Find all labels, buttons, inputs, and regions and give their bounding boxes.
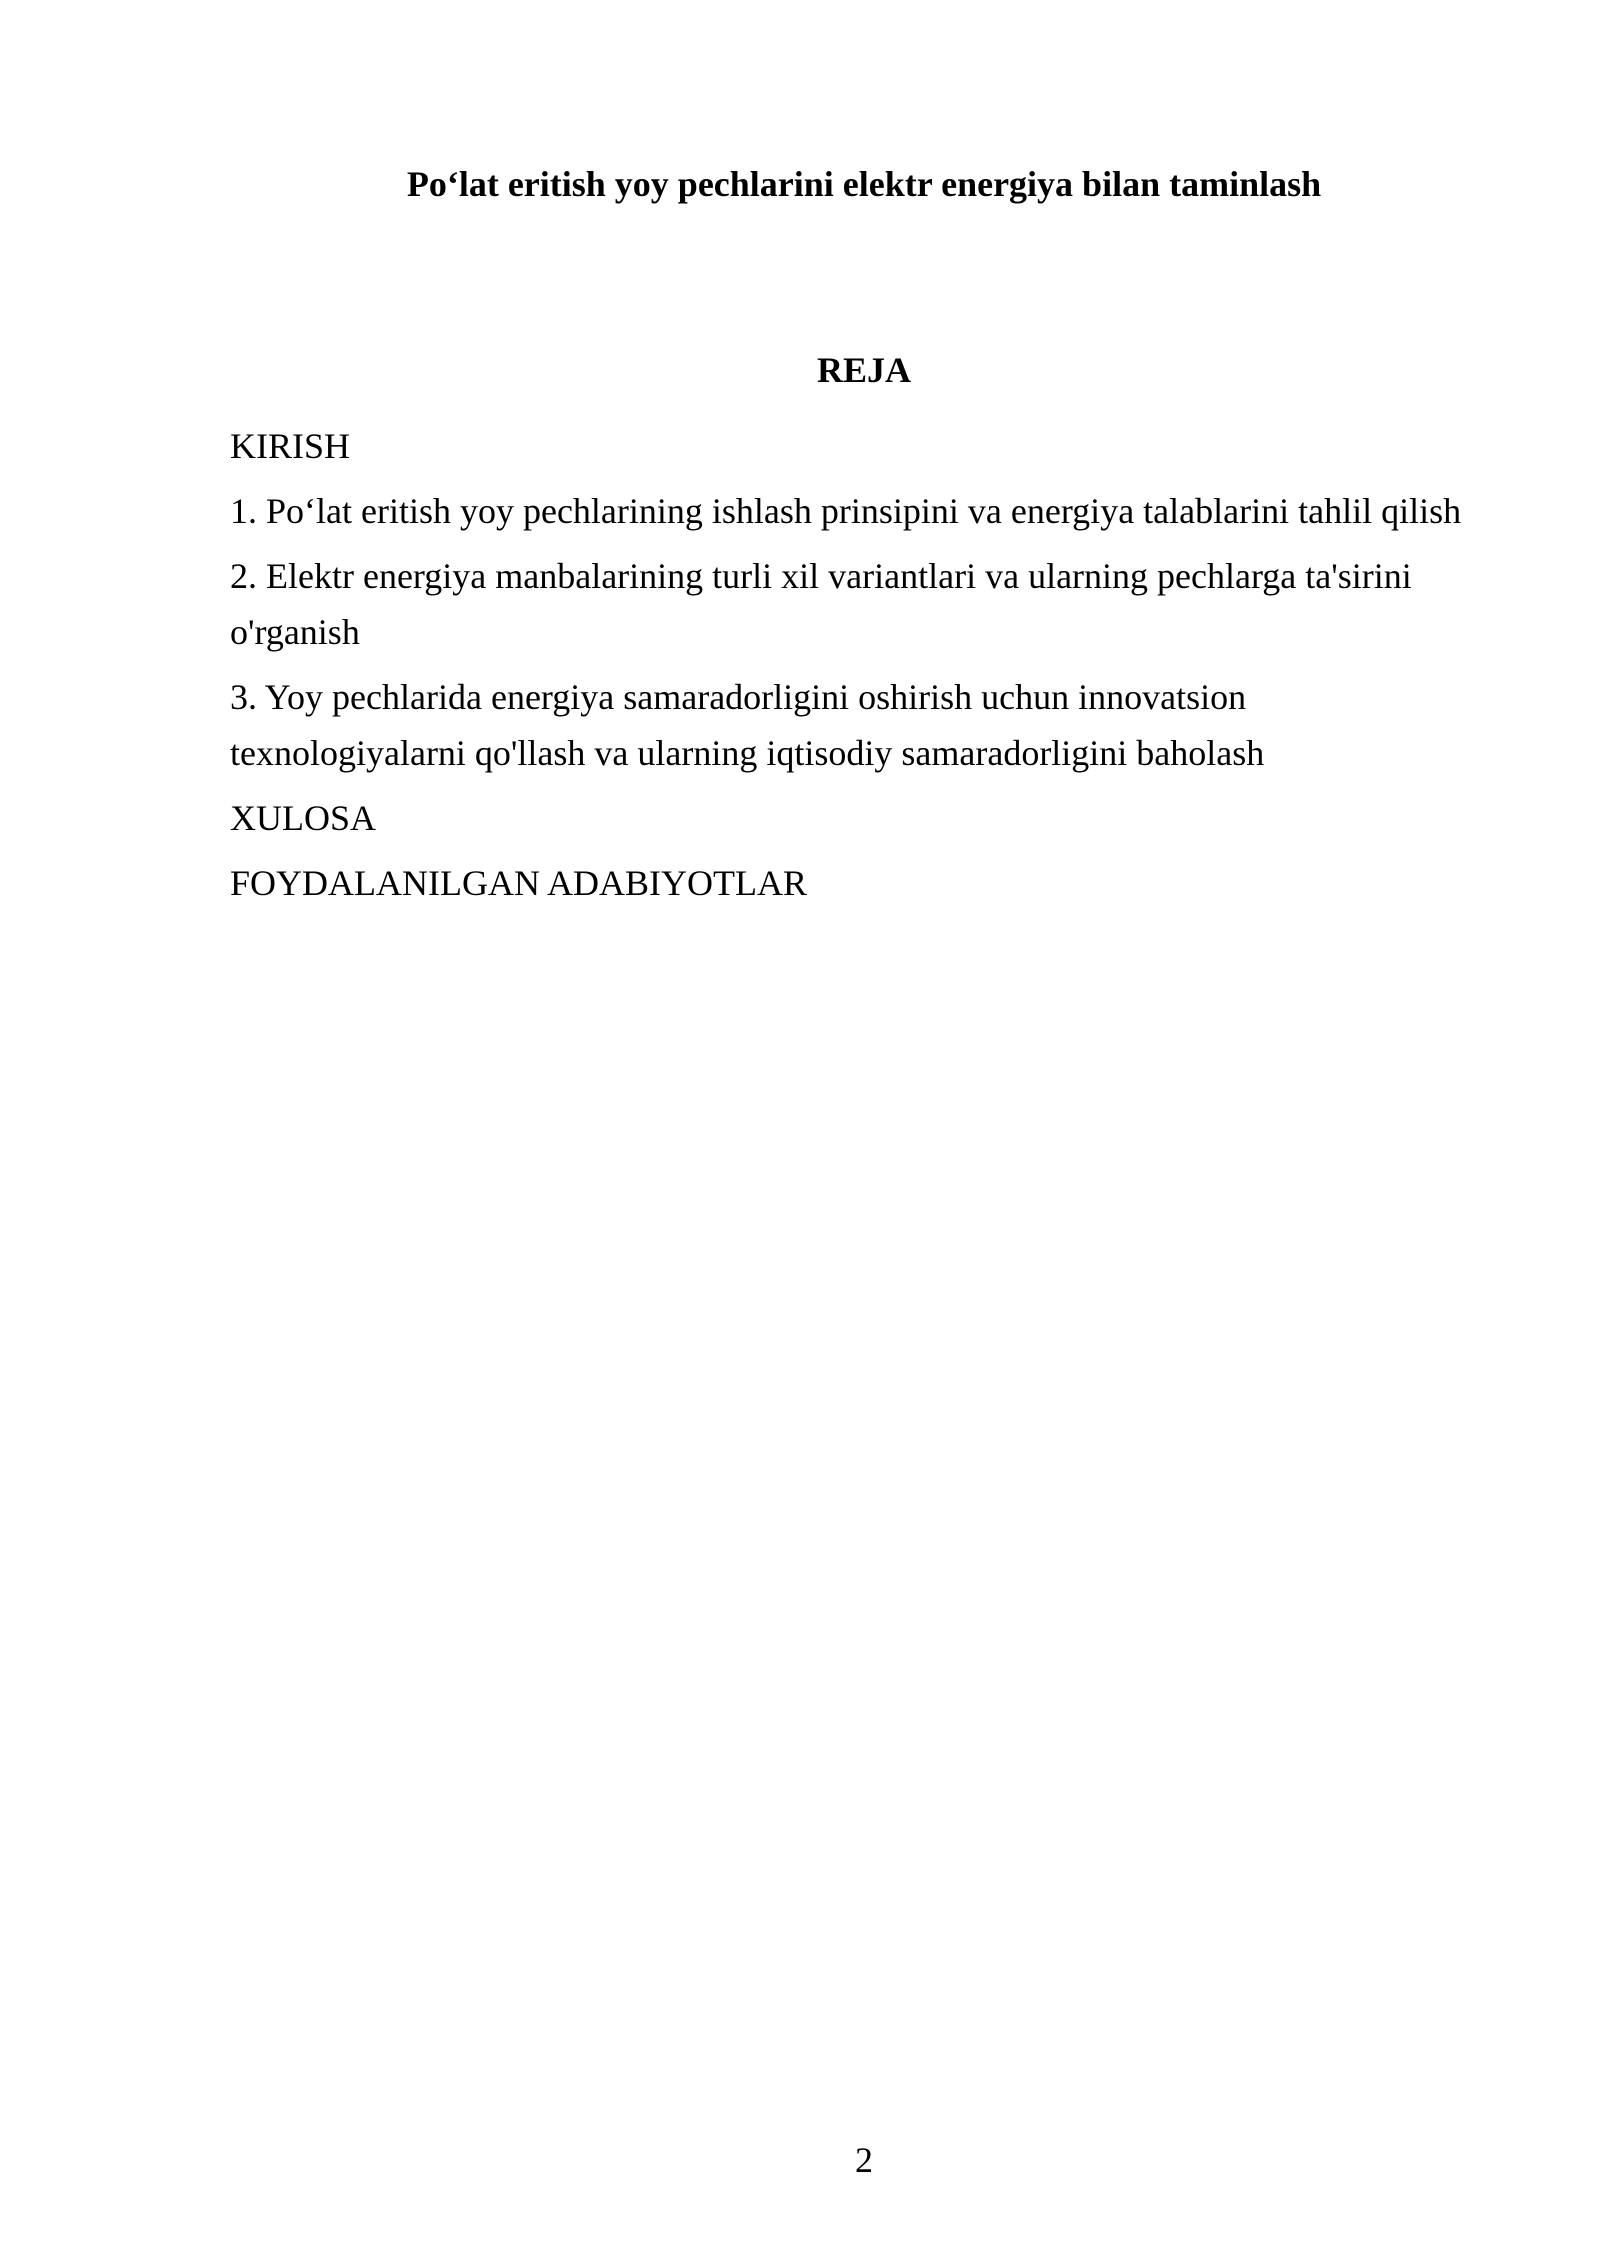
plan-heading: REJA bbox=[816, 350, 911, 390]
toc-item-conclusion: XULOSA bbox=[230, 798, 377, 838]
toc-item-introduction: KIRISH bbox=[230, 426, 351, 466]
toc-item-references: FOYDALANILGAN ADABIYOTLAR bbox=[230, 863, 807, 903]
toc-item-2: 2. Elektr energiya manbalarining turli xil variantlari va ularning pechlarga ta'sirini o'rganish bbox=[230, 556, 1412, 652]
table-of-contents bbox=[230, 418, 1490, 920]
toc-item-1: 1. Po‘lat eritish yoy pechlarining ishlash prinsipini va energiya talablarini tahlil qilish bbox=[230, 491, 1462, 531]
toc-item-3: 3. Yoy pechlarida energiya samaradorligini oshirish uchun innovatsion texnologiyalarni qo'llash va ularning iqtisodiy samaradorligini baholash bbox=[230, 677, 1265, 773]
page-number: 2 bbox=[855, 2140, 873, 2180]
document-title: Po‘lat eritish yoy pechlarini elektr energiya bilan taminlash bbox=[406, 164, 1322, 204]
